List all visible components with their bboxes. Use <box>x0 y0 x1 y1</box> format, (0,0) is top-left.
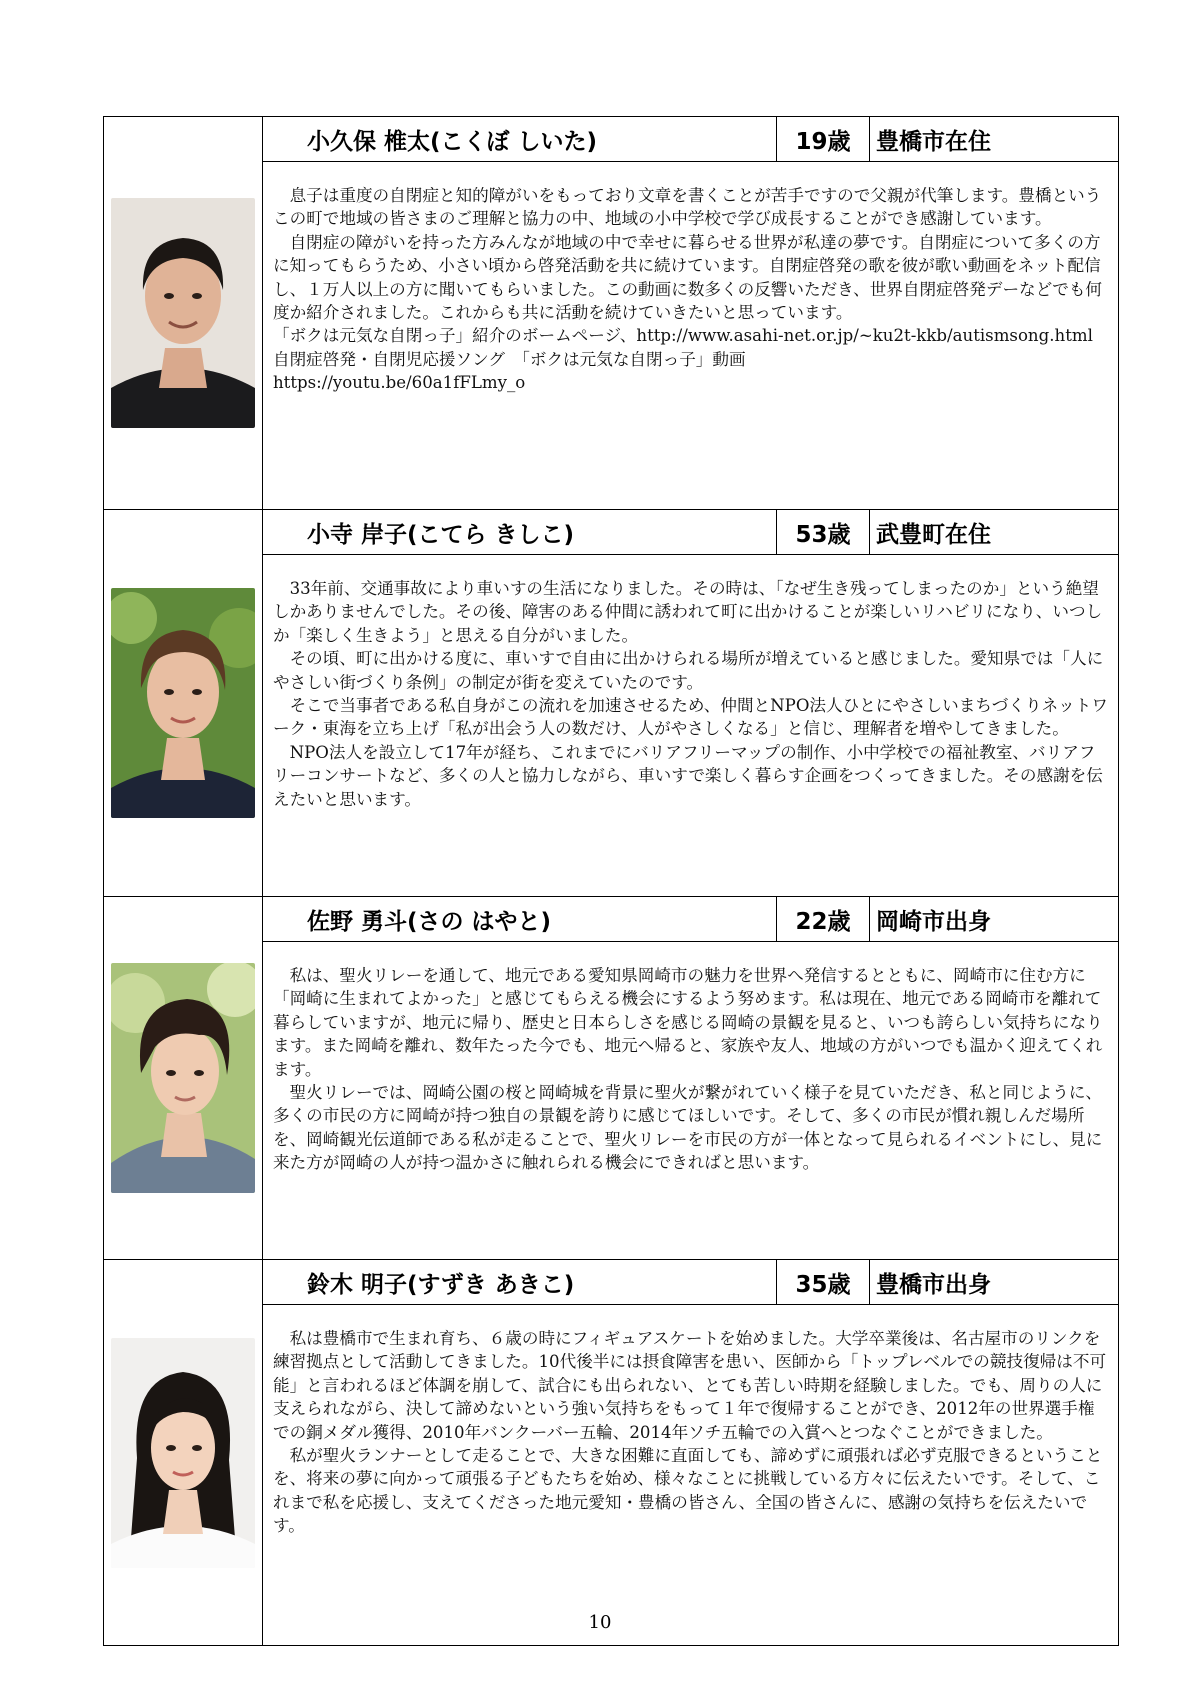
portrait-image <box>111 1338 255 1568</box>
profile-header-row <box>104 897 1119 942</box>
portrait-image <box>111 963 255 1193</box>
runner-location: 武豊町在住 <box>870 510 1119 555</box>
portrait-image <box>111 198 255 428</box>
profile-text <box>263 162 1119 510</box>
portrait-photo <box>111 963 255 1193</box>
profile-header-row <box>104 1260 1119 1305</box>
runner-location: 豊橋市出身 <box>870 1260 1119 1305</box>
runner-age: 22歳 <box>777 897 870 942</box>
homepage-link[interactable]: 「ボクは元気な自閉っ子」紹介のボームページ、http://www.asahi-net.or.jp/~ku2t-kkb/autismsong.html <box>273 326 1093 346</box>
runner-name: 小寺 岸子(こてら きしこ) <box>263 510 777 555</box>
runner-location: 岡崎市出身 <box>870 897 1119 942</box>
photo-cell <box>104 510 263 897</box>
profile-header-row <box>104 117 1119 162</box>
portrait-photo <box>111 588 255 818</box>
paragraph: そこで当事者である私自身がこの流れを加速させるため、仲間とNPO法人ひとにやさしいまちづくりネットワーク・東海を立ち上げ「私が出会う人の数だけ、人がやさしくなる」と信じ、理解者を増やしてきました。 <box>273 696 1108 739</box>
photo-cell <box>104 1260 263 1646</box>
paragraph: 聖火リレーでは、岡崎公園の桜と岡崎城を背景に聖火が繋がれていく様子を見ていただき、私と同じように、多くの市民の方に岡崎が持つ独自の景観を誇りに感じてほしいです。そして、多くの市民が慣れ親しんだ場所を、岡崎観光伝道師である私が走ることで、聖火リレーを市民の方が一体となって見られるイベントにし、見に来た方が岡崎の人が持つ温かさに触れられる機会にできればと思います。 <box>273 1083 1103 1173</box>
photo-cell <box>104 897 263 1260</box>
page-number: 10 <box>588 1612 612 1633</box>
paragraph: NPO法人を設立して17年が経ち、これまでにバリアフリーマップの制作、小中学校での福祉教室、バリアフリーコンサートなど、多くの人と協力しながら、車いすで楽しく暮らす企画をつくってきました。その感謝を伝えたいと思います。 <box>273 742 1103 809</box>
paragraph: 自閉症啓発・自閉児応援ソング 「ボクは元気な自閉っ子」動画 <box>273 349 746 369</box>
paragraph: 自閉症の障がいを持った方みんなが地域の中で幸せに暮らせる世界が私達の夢です。自閉症について多くの方に知ってもらうため、小さい頃から啓発活動を共に続けています。自閉症啓発の歌を彼が歌い動画をネット配信し、１万人以上の方に聞いてもらいました。この動画に数多くの反響いただき、世界自閉症啓発デーなどでも何度か紹介されました。これからも共に活動を続けていきたいと思っています。 <box>273 232 1103 323</box>
paragraph: 私は豊橋市で生まれ育ち、６歳の時にフィギュアスケートを始めました。大学卒業後は、名古屋市のリンクを練習拠点として活動してきました。10代後半には摂食障害を患い、医師から「トップレベルでの競技復帰は不可能」と言われるほど体調を崩して、試合にも出られない、とても苦しい時期を経験しました。でも、周りの人に支えられながら、決して諦めないという強い気持ちをもって１年で復帰することができ、2012年の世界選手権での銅メダル獲得、2010年バンクーバー五輪、2014年ソチ五輪での入賞へとつなぐことができました。 <box>273 1329 1107 1442</box>
runner-age: 19歳 <box>777 117 870 162</box>
portrait-photo <box>111 198 255 428</box>
profile-header-row <box>104 510 1119 555</box>
runner-age: 53歳 <box>777 510 870 555</box>
portrait-photo <box>111 1338 255 1568</box>
paragraph: 私は、聖火リレーを通して、地元である愛知県岡崎市の魅力を世界へ発信するとともに、岡崎市に住む方に「岡崎に生まれてよかった」と感じてもらえる機会にするよう努めます。私は現在、地元である岡崎市を離れて暮らしていますが、地元に帰り、歴史と日本らしさを感じる岡崎の景観を見ると、いつも誇らしい気持ちになります。また岡崎を離れ、数年たった今でも、地元へ帰ると、家族や友人、地域の方がいつでも温かく迎えてくれます。 <box>273 966 1103 1079</box>
paragraph: 息子は重度の自閉症と知的障がいをもっており文章を書くことが苦手ですので父親が代筆します。豊橋というこの町で地域の皆さまのご理解と協力の中、地域の小中学校で学び成長することができ感謝しています。 <box>273 186 1102 229</box>
paragraph: 33年前、交通事故により車いすの生活になりました。その時は、「なぜ生き残ってしまったのか」という絶望しかありませんでした。その後、障害のある仲間に誘われて町に出かけることが楽しいリハビリになり、いつしか「楽しく生きよう」と思える自分がいました。 <box>273 579 1103 645</box>
runner-age: 35歳 <box>777 1260 870 1305</box>
paragraph: 私が聖火ランナーとして走ることで、大きな困難に直面しても、諦めずに頑張れば必ず克服できるということを、将来の夢に向かって頑張る子どもたちを始め、様々なことに挑戦している方々に伝えたいです。そして、これまで私を応援し、支えてくださった地元愛知・豊橋の皆さん、全国の皆さんに、感謝の気持ちを伝えたいです。 <box>273 1446 1103 1536</box>
runner-name: 鈴木 明子(すずき あきこ) <box>263 1260 777 1305</box>
runner-location: 豊橋市在住 <box>870 117 1119 162</box>
portrait-image <box>111 588 255 818</box>
profile-text <box>263 1305 1119 1646</box>
photo-cell <box>104 117 263 510</box>
runner-name: 小久保 椎太(こくぼ しいた) <box>263 117 777 162</box>
paragraph: その頃、町に出かける度に、車いすで自由に出かけられる場所が増えていると感じました。愛知県では「人にやさしい街づくり条例」の制定が街を変えていたのです。 <box>273 649 1104 692</box>
profile-text <box>263 555 1119 897</box>
runner-name: 佐野 勇斗(さの はやと) <box>263 897 777 942</box>
video-link[interactable]: https://youtu.be/60a1fFLmy_o <box>273 373 526 393</box>
profile-table <box>103 116 1119 1646</box>
profile-text <box>263 942 1119 1260</box>
